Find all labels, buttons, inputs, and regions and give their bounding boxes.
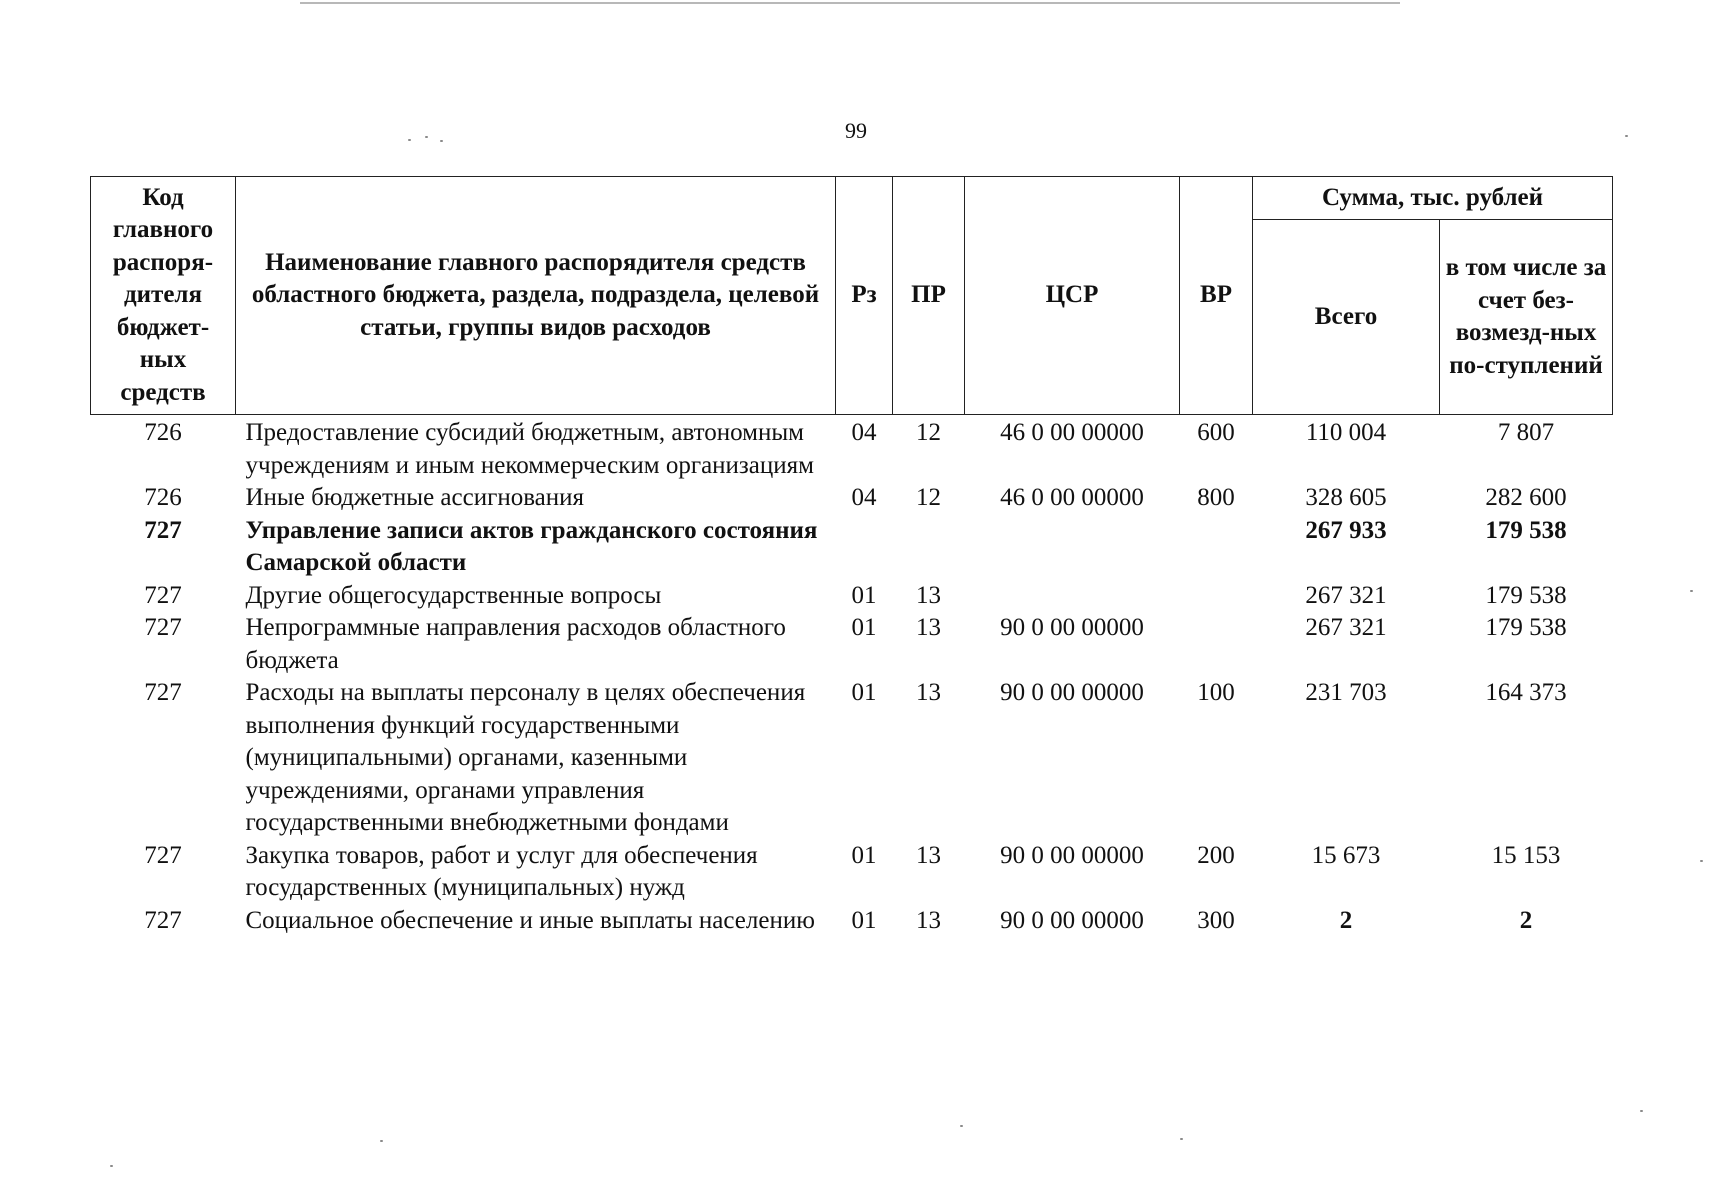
cell-name: Иные бюджетные ассигнования	[245, 484, 585, 511]
cell-total: 267 321	[1305, 581, 1387, 609]
cell-pr: 12	[916, 419, 941, 446]
table-row	[91, 677, 1613, 840]
cell-gratuitous: 179 538	[1485, 581, 1567, 609]
cell-name: Управление записи актов гражданского состояния Самарской области	[245, 516, 818, 576]
scan-speck	[1625, 135, 1628, 137]
cell-rz: 01	[851, 679, 877, 706]
cell-pr: 13	[916, 679, 941, 706]
cell-csr: 90 0 00 00000	[1000, 841, 1144, 869]
scan-speck	[1690, 590, 1693, 592]
cell-pr: 13	[916, 581, 941, 609]
cell-code: 727	[144, 906, 182, 934]
table-row	[91, 415, 1613, 483]
scan-top-rule	[300, 2, 1400, 4]
cell-code: 727	[144, 614, 182, 641]
table-row	[91, 515, 1613, 580]
cell-rz: 04	[851, 419, 877, 446]
scan-speck	[960, 1125, 963, 1127]
header-gratuitous: в том числе за счет без-возмезд-ных по-ступлений	[1440, 220, 1613, 415]
scan-speck	[1640, 1110, 1643, 1112]
header-code: Код главного распоря-дителя бюджет-ных средств	[91, 177, 236, 415]
cell-code: 727	[144, 679, 182, 706]
cell-pr: 12	[916, 484, 941, 511]
cell-vr: 300	[1197, 906, 1235, 934]
cell-rz: 01	[851, 614, 877, 641]
cell-vr	[1180, 580, 1253, 613]
cell-vr: 100	[1197, 679, 1235, 706]
cell-name: Предоставление субсидий бюджетным, автономным учреждениям и иным некоммерческим организациям	[245, 419, 814, 479]
cell-vr	[1180, 515, 1253, 580]
scan-speck	[440, 140, 443, 142]
cell-csr	[965, 580, 1180, 613]
scan-speck	[1180, 1138, 1183, 1140]
cell-gratuitous: 179 538	[1485, 614, 1567, 641]
cell-pr: 13	[916, 906, 941, 934]
cell-rz: 01	[851, 906, 877, 934]
table-row	[91, 905, 1613, 938]
cell-vr: 800	[1197, 484, 1235, 511]
header-total: Всего	[1253, 220, 1440, 415]
cell-gratuitous: 179 538	[1485, 516, 1567, 544]
cell-gratuitous: 7 807	[1497, 419, 1555, 446]
header-sum-group: Сумма, тыс. рублей	[1253, 177, 1613, 220]
scan-speck	[425, 136, 428, 138]
cell-csr: 46 0 00 00000	[1000, 419, 1144, 446]
scan-speck	[408, 139, 411, 141]
cell-total: 328 605	[1305, 484, 1387, 511]
cell-name: Другие общегосударственные вопросы	[245, 581, 662, 609]
cell-csr: 90 0 00 00000	[1000, 614, 1144, 641]
scan-speck	[110, 1165, 113, 1167]
cell-code: 727	[144, 581, 182, 609]
cell-vr: 600	[1197, 419, 1235, 446]
cell-code: 727	[144, 516, 182, 544]
cell-name: Закупка товаров, работ и услуг для обеспечения государственных (муниципальных) нужд	[245, 841, 758, 901]
cell-csr	[965, 515, 1180, 580]
cell-gratuitous: 15 153	[1491, 841, 1561, 869]
cell-total: 231 703	[1305, 679, 1387, 706]
cell-rz: 01	[851, 841, 877, 869]
cell-code: 727	[144, 841, 182, 869]
cell-vr	[1180, 612, 1253, 677]
cell-name: Расходы на выплаты персоналу в целях обеспечения выполнения функций государственными (муниципальными) органами, казенными учреждениями, органами управления государственными внебюджетными фондами	[245, 679, 806, 836]
cell-total: 15 673	[1311, 841, 1381, 869]
scan-speck	[1700, 860, 1703, 862]
table-body	[91, 415, 1613, 938]
cell-name: Непрограммные направления расходов областного бюджета	[245, 614, 786, 674]
cell-csr: 90 0 00 00000	[1000, 679, 1144, 706]
cell-total: 110 004	[1305, 419, 1387, 446]
cell-total: 267 933	[1305, 516, 1387, 544]
cell-rz: 01	[851, 581, 877, 609]
cell-pr	[893, 515, 965, 580]
cell-rz: 04	[851, 484, 877, 511]
cell-csr: 90 0 00 00000	[1000, 906, 1144, 934]
cell-code: 726	[144, 419, 182, 446]
header-rz: Рз	[836, 177, 893, 415]
cell-total: 2	[1339, 906, 1353, 934]
cell-rz	[836, 515, 893, 580]
table-row	[91, 482, 1613, 515]
header-pr: ПР	[893, 177, 965, 415]
cell-vr: 200	[1197, 841, 1235, 869]
table-row	[91, 580, 1613, 613]
header-vr: ВР	[1180, 177, 1253, 415]
budget-table	[90, 176, 1613, 937]
cell-pr: 13	[916, 841, 941, 869]
cell-csr: 46 0 00 00000	[1000, 484, 1144, 511]
table-row	[91, 840, 1613, 905]
header-name: Наименование главного распорядителя средств областного бюджета, раздела, подраздела, целевой статьи, группы видов расходов	[236, 177, 836, 415]
page-number: 99	[845, 118, 867, 143]
cell-gratuitous: 2	[1519, 906, 1533, 934]
table-header	[91, 177, 1613, 415]
scan-speck	[380, 1140, 383, 1142]
cell-total: 267 321	[1305, 614, 1387, 641]
cell-gratuitous: 164 373	[1485, 679, 1567, 706]
cell-pr: 13	[916, 614, 941, 641]
header-csr: ЦСР	[965, 177, 1180, 415]
cell-name: Социальное обеспечение и иные выплаты населению	[245, 906, 815, 934]
cell-gratuitous: 282 600	[1485, 484, 1567, 511]
table-row	[91, 612, 1613, 677]
cell-code: 726	[144, 484, 182, 511]
